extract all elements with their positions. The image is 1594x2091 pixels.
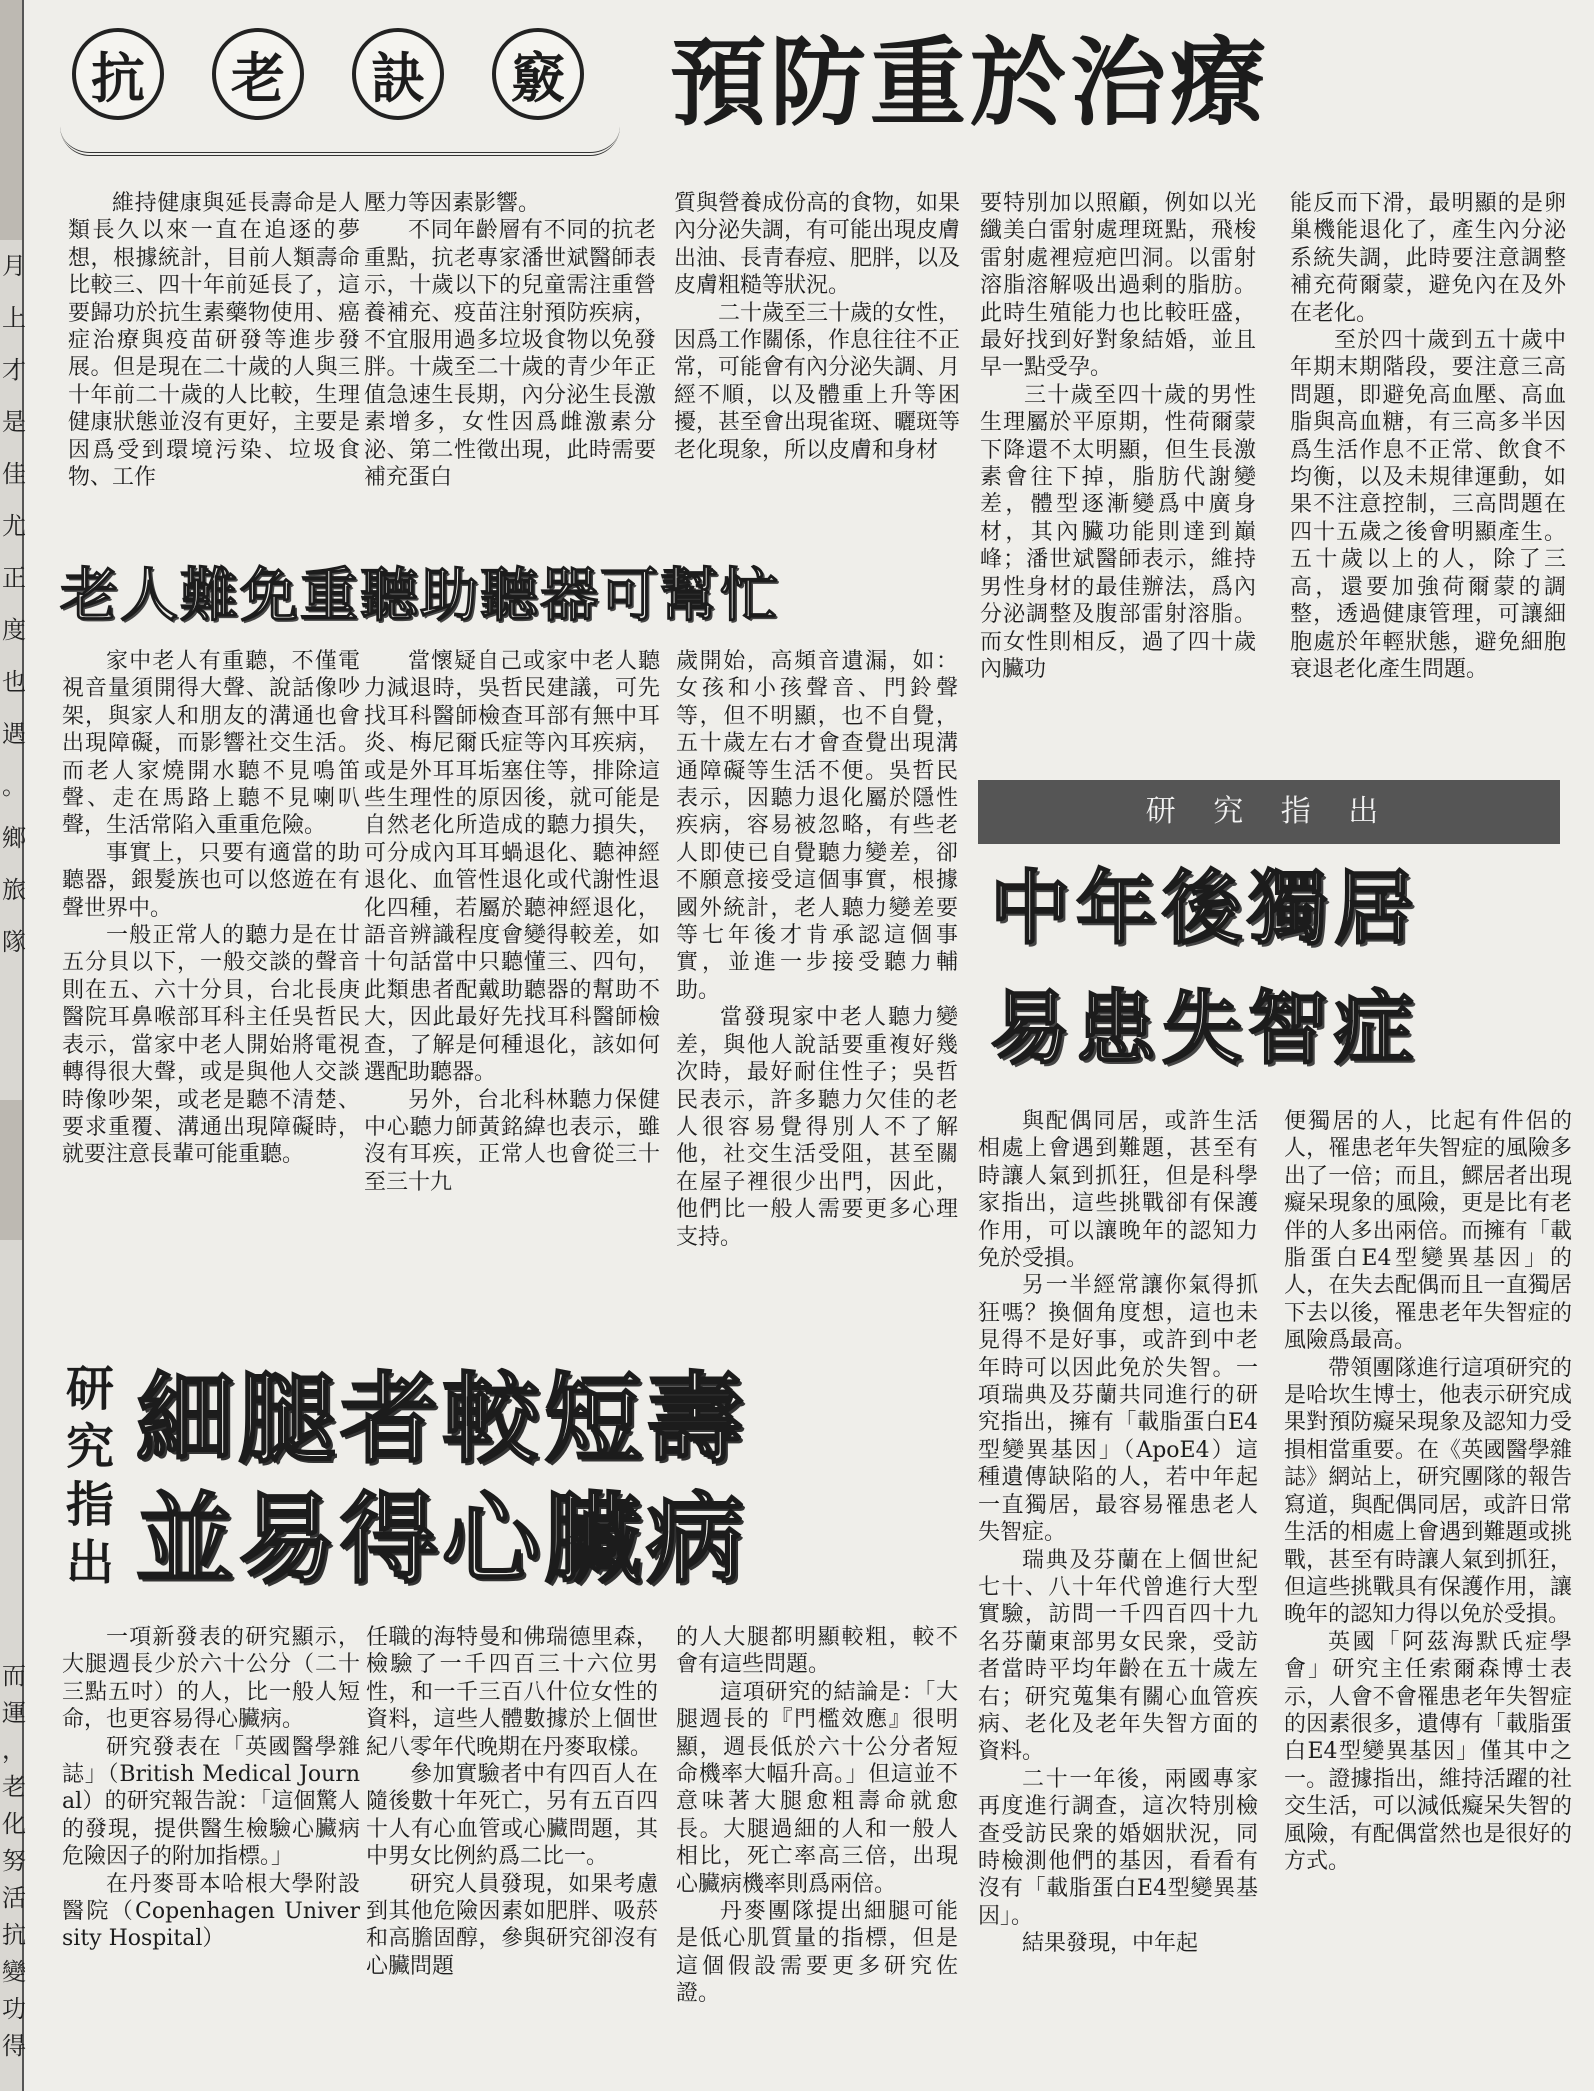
paragraph: 這項研究的結論是：「大腿週長的『門檻效應』很明顯，週長低於六十公分者短命機率大幅升高。」但這並不意味著大腿愈粗壽命就愈長。大腿過細的人和一般人相比，死亡率高三倍，出現心臟病機率則爲兩倍。: [676, 1679, 958, 1897]
fragment-char: 功: [2, 1995, 26, 2023]
fragment-char: 變: [2, 1958, 26, 1986]
fragment-char: 旅: [2, 876, 26, 904]
paragraph: 質與營養成份高的食物，如果內分泌失調，有可能出現皮膚出油、長青春痘、肥胖，以及皮膚粗糙等狀況。: [674, 191, 961, 299]
paragraph: 一般正常人的聽力是在廿五分貝以下，一般交談的聲音則在五、六十分貝，台北長庚醫院耳鼻喉部耳科主任吳哲民表示，當家中老人開始將電視轉得很大聲，或是與他人交談時像吵架，或老是聽不清楚、要求重覆、溝通出現障礙時，就要注意長輩可能重聽。: [62, 923, 360, 1168]
paragraph: 任職的海特曼和佛瑞德里森，檢驗了一千四百三十六位男性，和一千三百八什位女性的資料，這些人體數據於上個世紀八零年代晚期在丹麥取樣。: [366, 1625, 658, 1760]
paragraph: 當懷疑自己或家中老人聽力減退時，吳哲民建議，可先找耳科醫師檢查耳部有無中耳炎、梅尼爾氏症等內耳疾病，或是外耳耳垢塞住等，排除這些生理性的原因後，就可能是自然老化所造成的聽力損失，可分成內耳耳蝸退化、聽神經退化、血管性退化或代謝性退化四種，若屬於聽神經退化，語音辨識程度會變得較差，如十句話當中只聽懂三、四句，此類患者配戴助聽器的幫助不大，因此最好先找耳科醫師檢查，了解是何種退化，該如何選配助聽器。: [364, 649, 660, 1086]
adjacent-photo-top: [0, 0, 22, 240]
paragraph: 家中老人有重聽，不僅電視音量須開得大聲、說話像吵架，與家人和朋友的溝通也會出現障礙，而影響社交生活。而老人家燒開水聽不見鳴笛聲、走在馬路上聽不見喇叭聲，生活常陷入重重危險。: [62, 649, 360, 839]
article1-col5: [1290, 190, 1566, 770]
paragraph: 研究人員發現，如果考慮到其他危險因素如肥胖、吸菸和高膽固醇，參與研究卻沒有心臟問題: [366, 1871, 658, 1979]
paragraph: 要特別加以照顧，例如以光纖美白雷射處理斑點，飛梭雷射處裡痘疤凹洞。以雷射溶脂溶解吸出過剩的脂肪。此時生殖能力也比較旺盛，最好找到好對象結婚，並且早一點受孕。: [980, 191, 1256, 381]
medal-text: 老: [231, 45, 285, 110]
article4-col3: [676, 1624, 958, 2074]
paragraph: 參加實驗者中有四百人在隨後數十年死亡，另有五百四十人有心血管或心臟問題，其中男女比例約爲二比一。: [366, 1762, 658, 1870]
article1-col1: [68, 190, 360, 552]
fragment-char: 隊: [2, 928, 26, 956]
paragraph: 二十一年後，兩國專家再度進行調查，這次特別檢查受訪民衆的婚姻狀況，同時檢測他們的基因，看看有沒有「載脂蛋白E4型變異基因」。: [978, 1766, 1258, 1929]
paragraph: 與配偶同居，或許生活相處上會遇到難題，甚至有時讓人氣到抓狂，但是科學家指出，這些挑戰卻有保護作用，可以讓晚年的認知力免於受損。: [978, 1109, 1258, 1272]
medal-4: [492, 28, 584, 120]
article4-headline-line1: 細腿者較短壽: [136, 1362, 749, 1477]
fragment-char: 努: [2, 1847, 26, 1875]
adjacent-photo-bottom: [0, 1100, 22, 1240]
paragraph: 能反而下滑，最明顯的是卵巢機能退化了，產生內分泌系統失調，此時要注意調整補充荷爾蒙，避免內在及外在老化。: [1290, 191, 1566, 326]
fragment-char: 尤: [2, 512, 26, 540]
paragraph: 至於四十歲到五十歲中年期末期階段，要注意三高問題，即避免高血壓、高血脂與高血糖，有三高多半因爲生活作息不正常、飲食不均衡，以及未規律運動，如果不注意控制，三高問題在四十五歲之後會明顯產生。五十歲以上的人，除了三高，還要加強荷爾蒙的調整，透過健康管理，可讓細胞處於年輕狀態，避免細胞衰退老化產生問題。: [1290, 328, 1566, 682]
paragraph: 便獨居的人，比起有件侶的人，罹患老年失智症的風險多出了一倍；而且，鰥居者出現癡呆現象的風險，更是比有老伴的人多出兩倍。而擁有「載脂蛋白E4型變異基因」的人，在失去配偶而且一直獨居下去以後，罹患老年失智症的風險爲最高。: [1284, 1109, 1572, 1354]
paragraph: 歲開始，高頻音遺漏，如：女孩和小孩聲音、門鈴聲等，但不明顯，也不自覺，五十歲左右才會查覺出現溝通障礙等生活不便。吳哲民表示，因聽力退化屬於隱性疾病，容易被忽略，有些老人即使已自覺聽力變差，卻不願意接受這個事實，根據國外統計，老人聽力變差要等七年後才肯承認這個事實，並進一步接受聽力輔助。: [676, 649, 958, 1003]
fragment-char: ，: [2, 1736, 26, 1764]
fragment-char: 是: [2, 408, 26, 436]
paragraph: 在丹麥哥本哈根大學附設醫院（Copenhagen University Hospital）: [62, 1871, 360, 1952]
paragraph: 事實上，只要有適當的助聽器，銀髮族也可以悠遊在有聲世界中。: [62, 840, 360, 921]
article3-col2: [1284, 1108, 1572, 2068]
fragment-char: 運: [2, 1699, 26, 1727]
paragraph: 結果發現，中年起: [1022, 1931, 1199, 1957]
fragment-char: 化: [2, 1810, 26, 1838]
article2-col3: [676, 648, 958, 1338]
fragment-char: 而: [2, 1662, 26, 1690]
fragment-char: 才: [2, 356, 26, 384]
fragment-char: 老: [2, 1773, 26, 1801]
paragraph: 英國「阿茲海默氏症學會」研究主任索爾森博士表示，人會不會罹患老年失智症的因素很多，遺傳有「載脂蛋白E4型變異基因」僅其中之一。證據指出，維持活躍的社交生活，可以減低癡呆失智的風險，有配偶當然也是很好的方式。: [1284, 1629, 1572, 1874]
adjacent-text-top: [0, 250, 26, 1050]
article3-headline-line1: 中年後獨居: [990, 861, 1420, 955]
masthead: [60, 8, 1580, 198]
article4-col1: [62, 1624, 360, 2074]
paragraph: 二十歲至三十歲的女性，因爲工作關係，作息往往不正常，可能會有內分泌失調、月經不順，以及體重上升等困擾，甚至會出現雀斑、曬斑等老化現象，所以皮膚和身材: [674, 300, 961, 463]
fragment-char: 佳: [2, 460, 26, 488]
adjacent-article-strip: [0, 0, 24, 2091]
fragment-char: 活: [2, 1884, 26, 1912]
tag-char: 究: [65, 1419, 114, 1475]
article4-col2: [366, 1624, 658, 2074]
article4-headline-line2: 並易得心臟病: [136, 1482, 749, 1597]
article3-kicker: 研 究 指 出: [978, 780, 1560, 844]
medal-1: [72, 28, 164, 120]
paragraph: 三十歲至四十歲的男性生理屬於平原期，性荷爾蒙下降還不太明顯，但生長激素會往下掉，脂肪代謝變差，體型逐漸變爲中廣身材，其內臟功能則達到巔峰；潘世斌醫師表示，維持男性身材的最佳辦法，爲內分泌調整及腹部雷射溶脂。而女性則相反，過了四十歲內臟功: [980, 382, 1256, 682]
fragment-char: 抗: [2, 1921, 26, 1949]
main-headline: 預防重於治療: [670, 26, 1270, 139]
article2-col2: [364, 648, 660, 1338]
article2-headline: 老人難免重聽助聽器可幫忙: [60, 561, 781, 629]
medal-3: [352, 28, 444, 120]
paragraph: 另一半經常讓你氣得抓狂嗎？換個角度想，這也未見得不是好事，或許到中老年時可以因此免於失智。一項瑞典及芬蘭共同進行的研究指出，擁有「載脂蛋白E4型變異基因」（ApoE4）這種遺傳缺陷的人，若中年起一直獨居，最容易罹患老人失智症。: [978, 1273, 1258, 1546]
medal-text: 抗: [91, 45, 145, 110]
article4-tag: [62, 1360, 122, 1600]
article1-col3: [674, 190, 960, 552]
fragment-char: 也: [2, 668, 26, 696]
fragment-char: 遇: [2, 720, 26, 748]
paragraph: 帶領團隊進行這項研究的是哈坎生博士，他表示研究成果對預防癡呆現象及認知力受損相當重要。在《英國醫學雜誌》網站上，研究團隊的報告寫道，與配偶同居，或許日常生活的相處上會遇到難題或挑戰，甚至有時讓人氣到抓狂，但這些挑戰具有保護作用，讓晚年的認知力得以免於受損。: [1284, 1355, 1572, 1628]
paragraph: 當發現家中老人聽力變差，與他人說話要重複好幾次時，最好耐住性子；吳哲民表示，許多聽力欠佳的老人很容易覺得別人不了解他，社交生活受阻，甚至關在屋子裡很少出門，因此，他們比一般人需要更多心理支持。: [676, 1005, 958, 1250]
paragraph: 的人大腿都明顯較粗，較不會有這些問題。: [676, 1625, 958, 1678]
article3-col1: [978, 1108, 1258, 2068]
paragraph: 維持健康與延長壽命是人類長久以來一直在追逐的夢想，根據統計，目前人類壽命比較三、四十年前延長了，這要歸功於抗生素藥物使用、癌症治療與疫苗研發等進步發展。但是現在二十歲的人與三十年前二十歲的人比較，生理健康狀態並沒有更好，主要是因爲受到環境污染、垃圾食物、工作: [68, 191, 360, 491]
article3-headline-line2: 易患失智症: [990, 981, 1420, 1075]
fragment-char: 鄉: [2, 824, 26, 852]
fragment-char: 上: [2, 304, 26, 332]
adjacent-text-bottom: [0, 1660, 26, 2080]
article2-col1: [62, 648, 360, 1338]
medal-text: 竅: [511, 45, 565, 110]
fragment-char: 。: [2, 772, 26, 800]
fragment-char: 正: [2, 564, 26, 592]
cloud-ornament: [60, 126, 620, 156]
article1-col2: [364, 190, 656, 552]
paragraph: 瑞典及芬蘭在上個世紀七十、八十年代曾進行大型實驗，訪問一千四百四十九名芬蘭東部男女民衆，受訪者當時平均年齡在五十歲左右；研究蒐集有關心血管疾病、老化及老年失智方面的資料。: [978, 1547, 1258, 1765]
tag-char: 研: [65, 1361, 114, 1417]
paragraph: 一項新發表的研究顯示，大腿週長少於六十公分（二十三點五吋）的人，比一般人短命，也更容易得心臟病。: [62, 1625, 360, 1733]
medal-2: [212, 28, 304, 120]
fragment-char: 度: [2, 616, 26, 644]
paragraph: 另外，台北科林聽力保健中心聽力師黃銘緯也表示，雖沒有耳疾，正常人也會從三十至三十九: [364, 1087, 660, 1195]
article1-col4: [980, 190, 1256, 770]
tag-char: 指: [65, 1477, 114, 1533]
fragment-char: 月: [2, 252, 26, 280]
paragraph: 丹麥團隊提出細腿可能是低心肌質量的指標，但是這個假設需要更多研究佐證。: [676, 1899, 958, 2007]
paragraph: 研究發表在「英國醫學雜誌」（British Medical Journal）的研究報告說：「這個驚人的發現，提供醫生檢驗心臟病危險因子的附加指標。」: [62, 1734, 360, 1870]
fragment-char: 得: [2, 2032, 26, 2060]
paragraph: 不同年齡層有不同的抗老重點，抗老專家潘世斌醫師表示，十歲以下的兒童需注重營養補充、疫苗注射預防疾病，不宜服用過多垃圾食物以免發胖。十歲至二十歲的青少年正值急速生長期，內分泌生長激素增多，女性因爲雌激素分泌、第二性徵出現，此時需要補充蛋白: [364, 218, 656, 491]
medal-text: 訣: [371, 45, 425, 110]
tag-char: 出: [65, 1535, 114, 1591]
paragraph: 壓力等因素影響。: [364, 191, 541, 216]
